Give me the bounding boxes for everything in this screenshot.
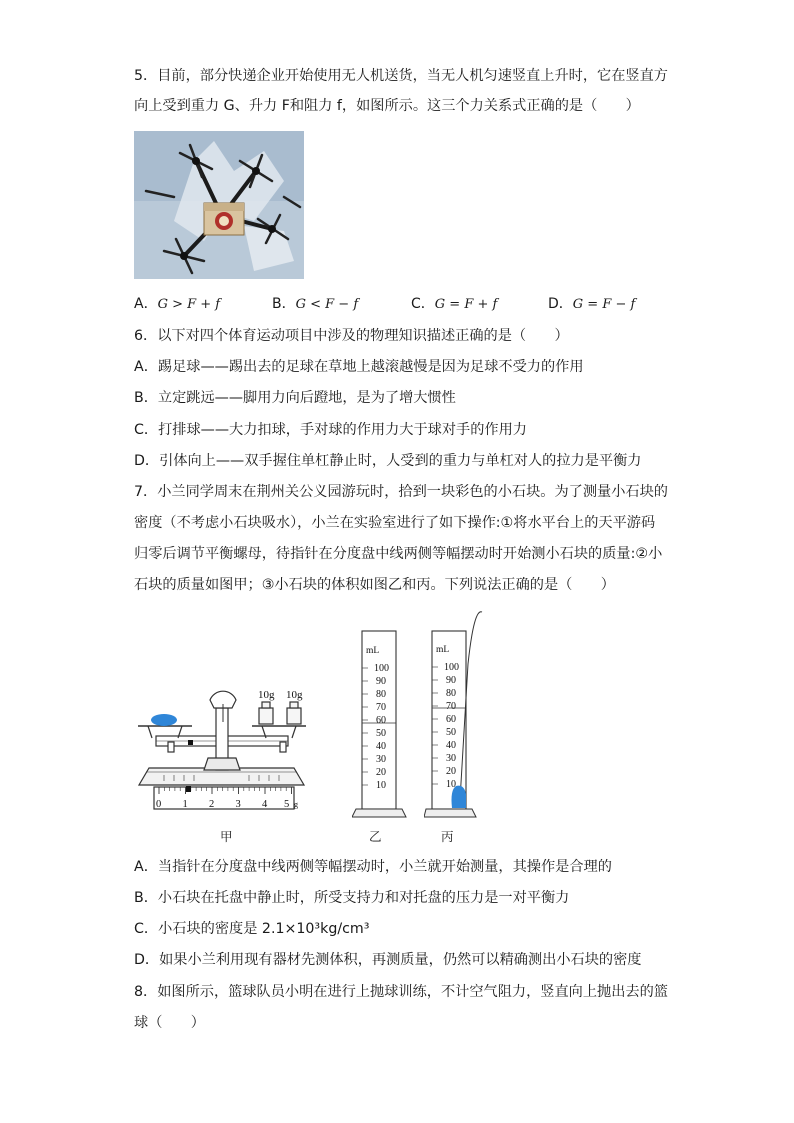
q7-stem-line3: 归零后调节平衡螺母，待指针在分度盘中线两侧等幅摆动时开始测小石块的质量:②小 <box>134 546 663 562</box>
q5-option-c-expr: G = F + f <box>434 297 498 312</box>
q5-option-d[interactable] <box>548 294 635 315</box>
caption-yi: 乙 <box>369 829 382 844</box>
q6-option-d[interactable]: D．引体向上——双手握住单杠静止时，人受到的重力与单杠对人的拉力是平衡力 <box>134 453 642 469</box>
q6-stem: 6．以下对四个体育运动项目中涉及的物理知识描述正确的是（ ） <box>134 328 569 344</box>
cylinder-yi-tick-30: 30 <box>376 754 386 765</box>
q7-stem-line1: 7．小兰同学周末在荆州关公义园游玩时，拾到一块彩色的小石块。为了测量小石块的 <box>134 484 668 500</box>
cylinder-bing-tick-80: 80 <box>446 688 456 699</box>
q7-option-d[interactable]: D．如果小兰利用现有器材先测体积，再测质量，仍然可以精确测出小石块的密度 <box>134 952 642 968</box>
cylinder-bing-tick-10: 10 <box>446 779 456 790</box>
q5-option-b[interactable] <box>272 294 358 315</box>
q5-option-b-label: B． <box>272 296 296 312</box>
cylinder-bing-tick-70: 70 <box>446 701 456 712</box>
cylinder-yi-tick-100: 100 <box>374 663 389 674</box>
q5-option-b-expr: G < F − f <box>295 297 359 312</box>
cylinder-yi-tick-20: 20 <box>376 767 386 778</box>
cylinder-bing-tick-90: 90 <box>446 675 456 686</box>
scale-tick-2: 2 <box>209 799 215 810</box>
q5-option-c-label: C． <box>411 296 435 312</box>
weight-1-label: 10g <box>258 689 275 701</box>
cylinder-yi-tick-50: 50 <box>376 728 386 739</box>
scale-tick-4: 4 <box>262 799 268 810</box>
cylinder-bing-unit: mL <box>436 645 450 655</box>
cylinder-bing-tick-50: 50 <box>446 727 456 738</box>
q6-option-c[interactable]: C．打排球——大力扣球，手对球的作用力大于球对手的作用力 <box>134 422 527 438</box>
q5-stem-line2: 向上受到重力 G、升力 F和阻力 f，如图所示。这三个力关系式正确的是（ ） <box>134 98 640 114</box>
balance-figure <box>134 660 309 820</box>
q6-option-a[interactable]: A．踢足球——踢出去的足球在草地上越滚越慢是因为足球不受力的作用 <box>134 359 584 375</box>
cylinder-yi <box>352 625 408 820</box>
scale-tick-5: 5 <box>284 799 290 810</box>
cylinder-bing-tick-40: 40 <box>446 740 456 751</box>
q5-option-a-label: A． <box>134 296 158 312</box>
drone-image <box>134 131 304 279</box>
cylinder-bing-tick-100: 100 <box>444 662 459 673</box>
caption-jia: 甲 <box>220 829 233 844</box>
scale-tick-3: 3 <box>235 799 241 810</box>
cylinder-yi-tick-80: 80 <box>376 689 386 700</box>
q8-stem-line1: 8．如图所示，篮球队员小明在进行上抛球训练，不计空气阻力，竖直向上抛出去的篮 <box>134 984 668 1000</box>
q5-stem-line1: 5．目前，部分快递企业开始使用无人机送货，当无人机匀速竖直上升时，它在竖直方 <box>134 68 668 84</box>
q7-stem-line2: 密度（不考虑小石块吸水），小兰在实验室进行了如下操作:①将水平台上的天平游码 <box>134 515 656 531</box>
q5-option-d-label: D． <box>548 296 573 312</box>
q7-option-a[interactable]: A．当指针在分度盘中线两侧等幅摆动时，小兰就开始测量，其操作是合理的 <box>134 859 612 875</box>
scale-tick-0: 0 <box>156 799 162 810</box>
q5-option-a-expr: G > F + f <box>157 297 221 312</box>
cylinder-yi-tick-60: 60 <box>376 715 386 726</box>
cylinder-yi-unit: mL <box>366 646 380 656</box>
cylinder-yi-tick-90: 90 <box>376 676 386 687</box>
cylinder-bing-tick-30: 30 <box>446 753 456 764</box>
cylinder-bing-tick-60: 60 <box>446 714 456 725</box>
q8-stem-line2: 球（ ） <box>134 1015 205 1031</box>
cylinder-yi-tick-40: 40 <box>376 741 386 752</box>
cylinder-yi-tick-10: 10 <box>376 780 386 791</box>
q6-option-b[interactable]: B．立定跳远——脚用力向后蹬地，是为了增大惯性 <box>134 390 456 406</box>
cylinder-bing <box>424 604 490 820</box>
q7-stem-line4: 石块的质量如图甲；③小石块的体积如图乙和丙。下列说法正确的是（ ） <box>134 577 615 593</box>
q5-option-a[interactable] <box>134 294 220 315</box>
cylinder-yi-tick-70: 70 <box>376 702 386 713</box>
scale-unit: g <box>294 800 298 809</box>
cylinder-bing-tick-20: 20 <box>446 766 456 777</box>
caption-bing: 丙 <box>441 829 454 844</box>
q7-option-b[interactable]: B．小石块在托盘中静止时，所受支持力和对托盘的压力是一对平衡力 <box>134 890 570 906</box>
q7-option-c[interactable]: C．小石块的密度是 2.1×10³kg/cm³ <box>134 921 370 937</box>
weight-2-label: 10g <box>286 689 303 701</box>
q5-option-d-expr: G = F − f <box>572 297 636 312</box>
scale-tick-1: 1 <box>182 799 188 810</box>
q5-option-c[interactable] <box>411 294 497 315</box>
